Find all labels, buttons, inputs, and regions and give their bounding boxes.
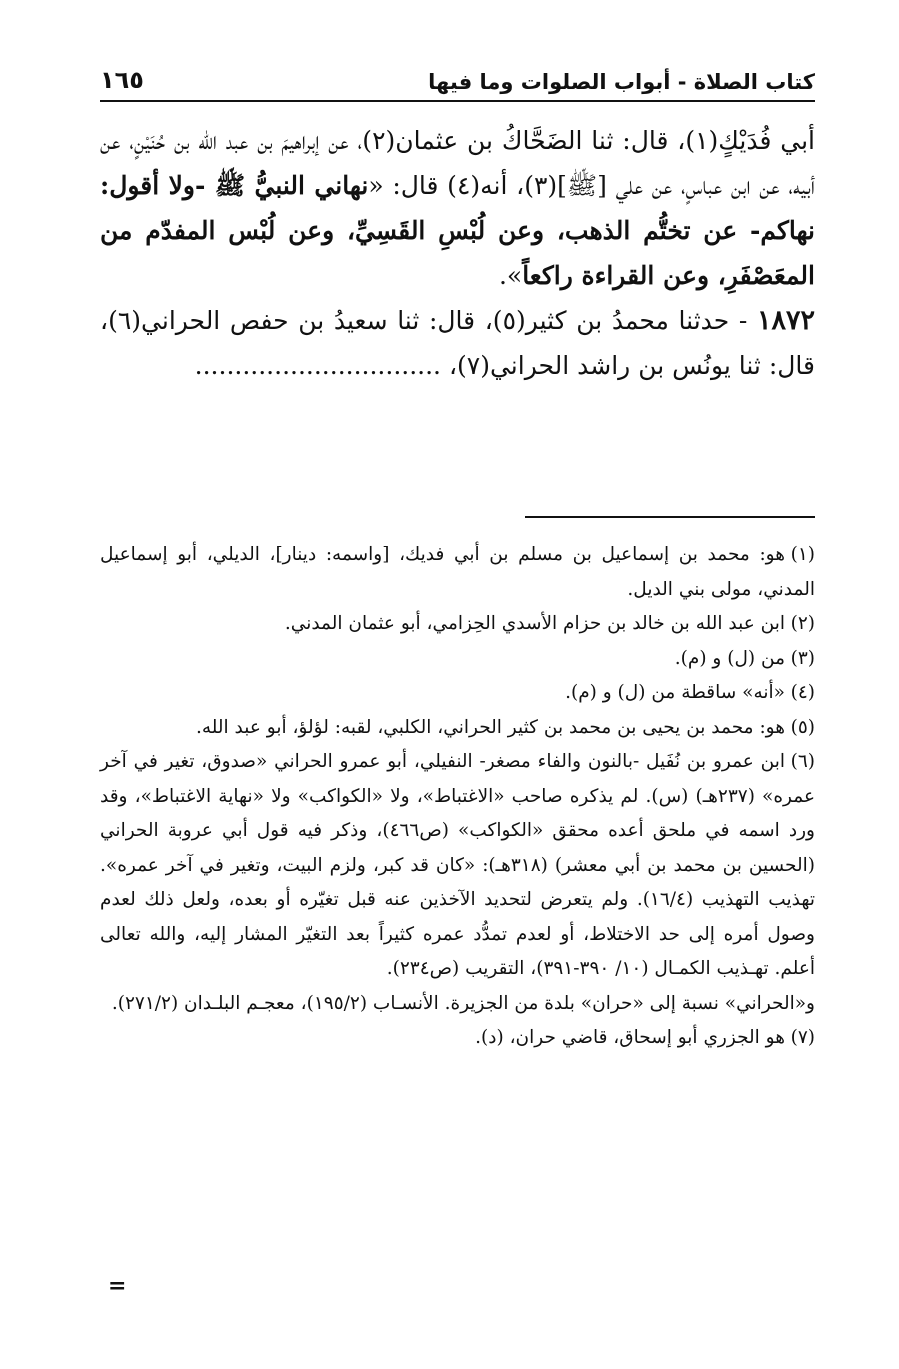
footnote-text: هو: محمد بن إسماعيل بن مسلم بن أبي فديك، [واسمه: دينار]، الديلي، أبو إسماعيل المدني، مولى بني الديل. bbox=[100, 544, 815, 600]
matn-end: ». bbox=[498, 261, 523, 290]
footnote-text: ابن عمرو بن نُفَيل -بالنون والفاء مصغر- النفيلي، أبو عمرو الحراني «صدوق، تغير في آخر عمره» (٢٣٧هـ) (س). لم يذكره صاحب «الاغتباط»، ولا «الكواكب» ولا «نهاية الاغتباط»، وقد ورد اسمه في ملحق أعده محقق «الكواكب» (ص٤٦٦)، وذكر فيه قول أبي عروبة الحراني (الحسين بن محمد بن أبي معشر) (٣١٨هـ): «كان قد كبر، ولزم البيت، وتغير في آخر عمره». تهذيب التهذيب (١٦/٤). ولم يتعرض لتحديد الآخذين عنه قبل تغيّره أو بعده، ولعل ذلك لعدم وصول أمره إلى حد الاختلاط، أو لعدم تمدُّد عمره كثيراً بعد التغيّر المشار إليه، والله تعالى أعلم. تهـذيب الكمـال (١٠/ ٣٩٠-٣٩١)، التقريب (ص٢٣٤). bbox=[100, 751, 815, 979]
footnote-1 bbox=[100, 538, 815, 607]
hadith-number: ١٨٧٢ bbox=[756, 305, 815, 336]
document-page bbox=[100, 60, 815, 1340]
footnote-number: (٤) bbox=[790, 682, 815, 703]
page-end-mark: = bbox=[108, 1273, 127, 1299]
hadith-paragraph-1 bbox=[100, 118, 815, 298]
matn-text: نهاني النبيُّ ﷺ -ولا أقول: نهاكم- عن تختُّم الذهب، وعن لُبْسِ القَسِيِّ، وعن لُبْس المفدّم من المعَصْفَرِ، وعن القراءة راكعاً bbox=[100, 171, 815, 290]
hadith-text: - حدثنا محمدُ بن كثير(٥)، قال: ثنا سعيدُ بن حفص الحراني(٦)، قال: ثنا يونُس بن راشد الحراني(٧)، ............................... bbox=[100, 306, 815, 380]
footnote-6 bbox=[100, 745, 815, 987]
footnote-number: (١) bbox=[790, 544, 815, 565]
footnotes bbox=[100, 538, 815, 1056]
footnote-separator bbox=[525, 516, 815, 518]
footnote-text: من (ل) و (م). bbox=[674, 647, 785, 669]
running-title: كتاب الصلاة - أبواب الصلوات وما فيها bbox=[428, 70, 815, 94]
footnote-7 bbox=[100, 1021, 815, 1056]
hadith-paragraph-2 bbox=[100, 298, 815, 388]
footnote-3 bbox=[100, 642, 815, 677]
page-header bbox=[100, 60, 815, 102]
footnote-4 bbox=[100, 676, 815, 711]
footnote-2 bbox=[100, 607, 815, 642]
footnote-number: (٥) bbox=[790, 716, 815, 738]
footnote-text: «أنه» ساقطة من (ل) و (م). bbox=[565, 682, 785, 703]
footnote-number: (٢) bbox=[790, 613, 815, 634]
footnote-text: هو: محمد بن يحيى بن محمد بن كثير الحراني، الكلبي، لقبه: لؤلؤ، أبو عبد الله. bbox=[195, 716, 785, 738]
footnote-text: هو الجزري أبو إسحاق، قاضي حران، (د). bbox=[475, 1027, 785, 1048]
footnote-text: ابن عبد الله بن خالد بن حزام الأسدي الحِزامي، أبو عثمان المدني. bbox=[284, 613, 785, 634]
page-number: ١٦٥ bbox=[100, 66, 144, 94]
footnote-number: (٦) bbox=[790, 751, 815, 772]
footnote-6-continuation bbox=[100, 987, 815, 1022]
footnote-number: (٧) bbox=[790, 1027, 815, 1048]
footnote-text: و«الحراني» نسبة إلى «حران» بلدة من الجزيرة. الأنسـاب (١٩٥/٢)، معجـم البلـدان (٢٧١/٢). bbox=[111, 992, 815, 1014]
footnote-number: (٣) bbox=[790, 647, 815, 669]
main-text bbox=[100, 118, 815, 388]
isnad-text: أبي فُدَيْكٍ(١)، قال: ثنا الضَحَّاكُ بن عثمان(٢)، عن إبراهيمَ بن عبد الله بن حُنَيْنٍ، عن أبيه، عن ابن عباسٍ، عن علي [ﷺ](٣)، أنه(٤) قال: « bbox=[100, 126, 815, 200]
footnote-5 bbox=[100, 711, 815, 746]
